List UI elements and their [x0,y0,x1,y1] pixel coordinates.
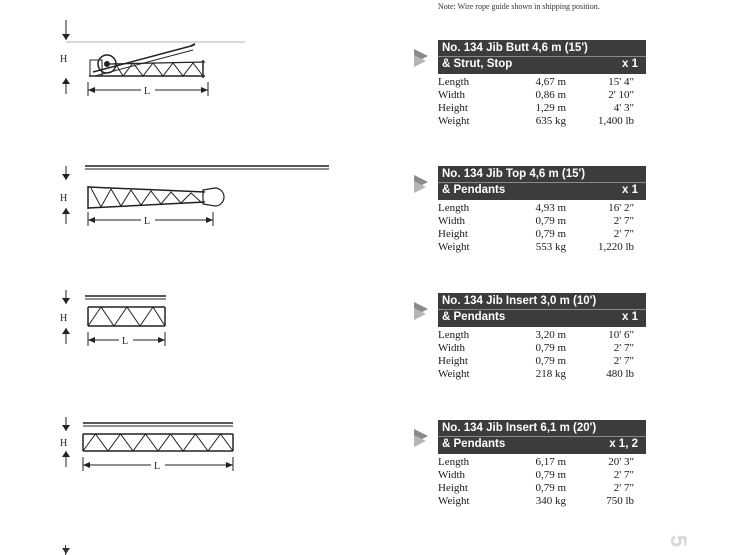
spec-quantity: x 1 [622,58,638,70]
jib-top-drawing [55,160,345,230]
spec-header [438,166,646,200]
spec-row-length: Length 6,17 m 20' 3" [438,456,634,468]
pointer-arrow-icon [414,49,428,63]
pointer-arrow-icon [414,302,428,316]
spec-title: No. 134 Jib Insert 6,1 m (20') [442,422,597,434]
spec-row-length: Length 3,20 m 10' 6" [438,329,634,341]
spec-header [438,420,646,454]
spec-row-weight: Weight 218 kg 480 lb [438,368,634,380]
spec-row-height: Height 0,79 m 2' 7" [438,482,634,494]
length-label: L [122,336,129,347]
spec-header [438,40,646,74]
jib-insert-6m-drawing [55,417,345,477]
spec-table [438,202,646,254]
spec-row-weight: Weight 553 kg 1,220 lb [438,241,634,253]
length-label: L [154,461,161,472]
spec-table [438,456,646,508]
spec-subtitle: & Pendants [442,184,506,196]
spec-row-width: Width 0,79 m 2' 7" [438,469,634,481]
spec-title: No. 134 Jib Top 4,6 m (15') [442,168,586,180]
pointer-arrow-icon [414,175,428,189]
spec-subtitle: & Pendants [442,311,506,323]
spec-row-weight: Weight 635 kg 1,400 lb [438,115,634,127]
shipping-note: Note: Wire rope guide shown in shipping position. [438,2,600,11]
spec-subtitle: & Strut, Stop [442,58,513,70]
length-label: L [144,216,151,227]
spec-row-height: Height 0,79 m 2' 7" [438,355,634,367]
pointer-arrow-icon [414,429,428,443]
arrow-tip-icon [62,548,70,554]
jib-insert-3m-drawing [55,290,345,350]
spec-row-width: Width 0,86 m 2' 10" [438,89,634,101]
height-label: H [60,54,68,65]
spec-row-length: Length 4,93 m 16' 2" [438,202,634,214]
spec-row-height: Height 0,79 m 2' 7" [438,228,634,240]
jib-butt-drawing [55,18,345,100]
height-label: H [60,313,68,324]
page-number: 5 [666,534,692,548]
spec-row-length: Length 4,67 m 15' 4" [438,76,634,88]
spec-row-weight: Weight 340 kg 750 lb [438,495,634,507]
height-label: H [60,438,68,449]
spec-row-width: Width 0,79 m 2' 7" [438,342,634,354]
spec-quantity: x 1 [622,184,638,196]
spec-subtitle: & Pendants [442,438,506,450]
spec-table [438,76,646,128]
spec-table [438,329,646,381]
spec-header [438,293,646,327]
spec-title: No. 134 Jib Butt 4,6 m (15') [442,42,588,54]
spec-quantity: x 1, 2 [609,438,638,450]
spec-row-height: Height 1,29 m 4' 3" [438,102,634,114]
spec-title: No. 134 Jib Insert 3,0 m (10') [442,295,597,307]
spec-quantity: x 1 [622,311,638,323]
spec-row-width: Width 0,79 m 2' 7" [438,215,634,227]
height-label: H [60,193,68,204]
length-label: L [144,86,151,97]
